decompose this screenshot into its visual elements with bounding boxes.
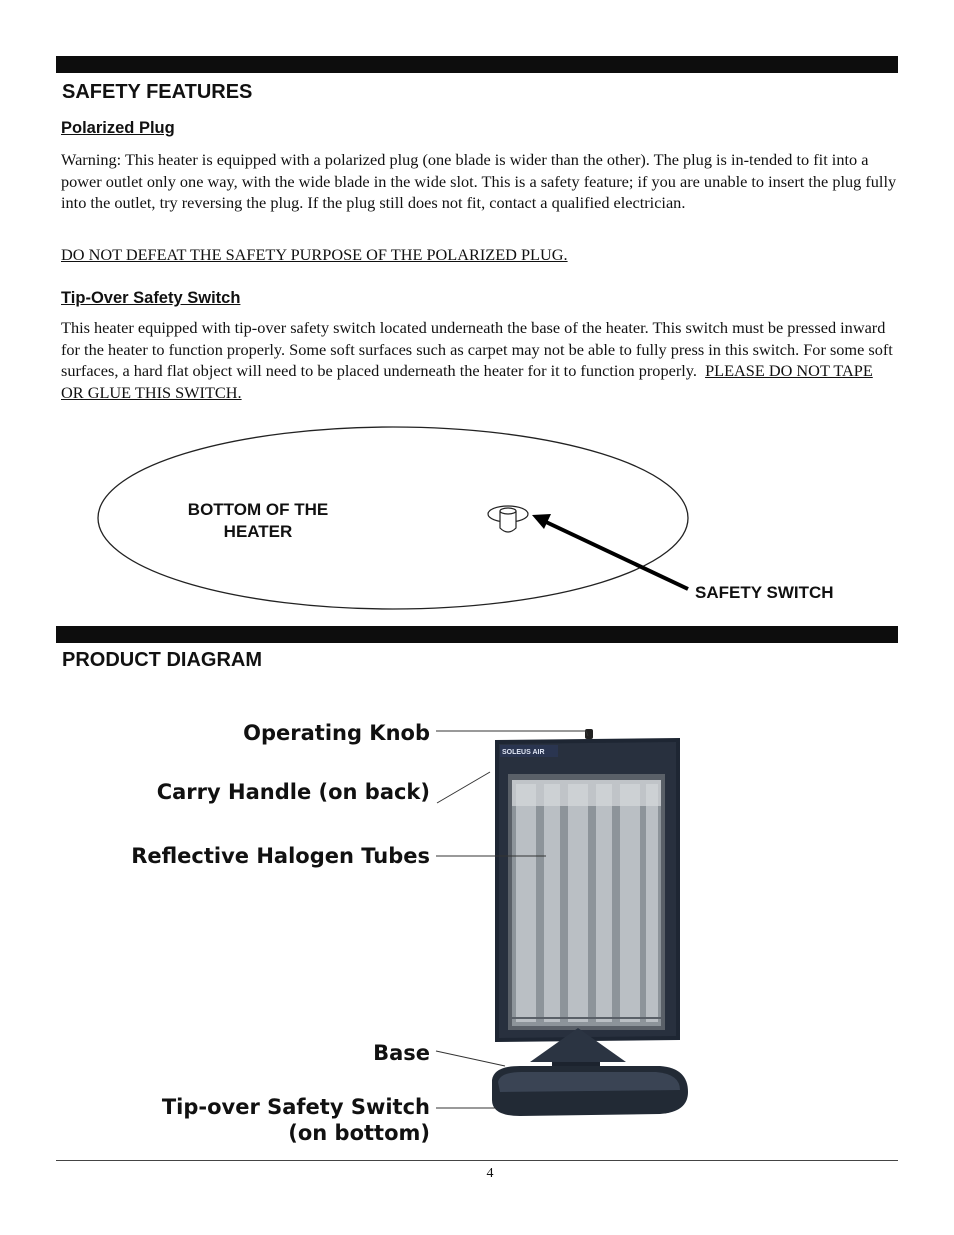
tip-over-callout-line2: (on bottom) [288, 1121, 430, 1145]
tip-over-callout-line1: Tip-over Safety Switch [161, 1095, 430, 1119]
tip-over-switch-heading: Tip-Over Safety Switch [61, 289, 241, 307]
tip-over-warning: PLEASE DO NOT TAPE OR GLUE THIS SWITCH. [61, 361, 873, 402]
operating-knob-callout: Operating Knob [243, 721, 430, 745]
safety-switch-arrow [532, 514, 688, 589]
base-callout: Base [373, 1041, 430, 1065]
bottom-label-line2: HEATER [223, 522, 293, 541]
bottom-label-line1: BOTTOM OF THE [187, 500, 329, 519]
footer-rule [56, 1160, 898, 1161]
heater-brand-logo: SOLEUS AIR [502, 749, 545, 756]
safety-features-heading: SAFETY FEATURES [62, 81, 253, 103]
page-number: 4 [486, 1166, 494, 1181]
section-divider-bar [56, 626, 898, 643]
heater-illustration [492, 729, 688, 1116]
polarized-plug-text: Warning: This heater is equipped with a polarized plug (one blade is wider than the other). The plug is in-tended to fit into a power outlet only one way, with the wide blade in the wide slot. This is a safety feature; if you are unable to insert the plug fully into the outlet, try reversing the plug. If the plug still does not fit, contact a qualified electrician. [61, 150, 897, 212]
tip-over-switch-callout [162, 1094, 430, 1146]
product-diagram-heading: PRODUCT DIAGRAM [62, 649, 262, 671]
halogen-tubes-callout: Reflective Halogen Tubes [131, 844, 430, 868]
bottom-of-heater-label [158, 499, 358, 543]
safety-switch-icon [488, 506, 528, 532]
polarized-plug-warning: DO NOT DEFEAT THE SAFETY PURPOSE OF THE POLARIZED PLUG. [61, 245, 568, 264]
tip-over-body: This heater equipped with tip-over safety switch located underneath the base of the heater. This switch must be pressed inward for the heater to function properly. Some soft surfaces such as carpet may not be able to fully press in this switch. For some soft surfaces, a hard flat object will need to be placed underneath the heater for it to function properly. [61, 318, 893, 380]
safety-switch-label: SAFETY SWITCH [695, 583, 834, 602]
polarized-plug-heading: Polarized Plug [61, 119, 175, 137]
carry-handle-callout: Carry Handle (on back) [156, 780, 430, 804]
